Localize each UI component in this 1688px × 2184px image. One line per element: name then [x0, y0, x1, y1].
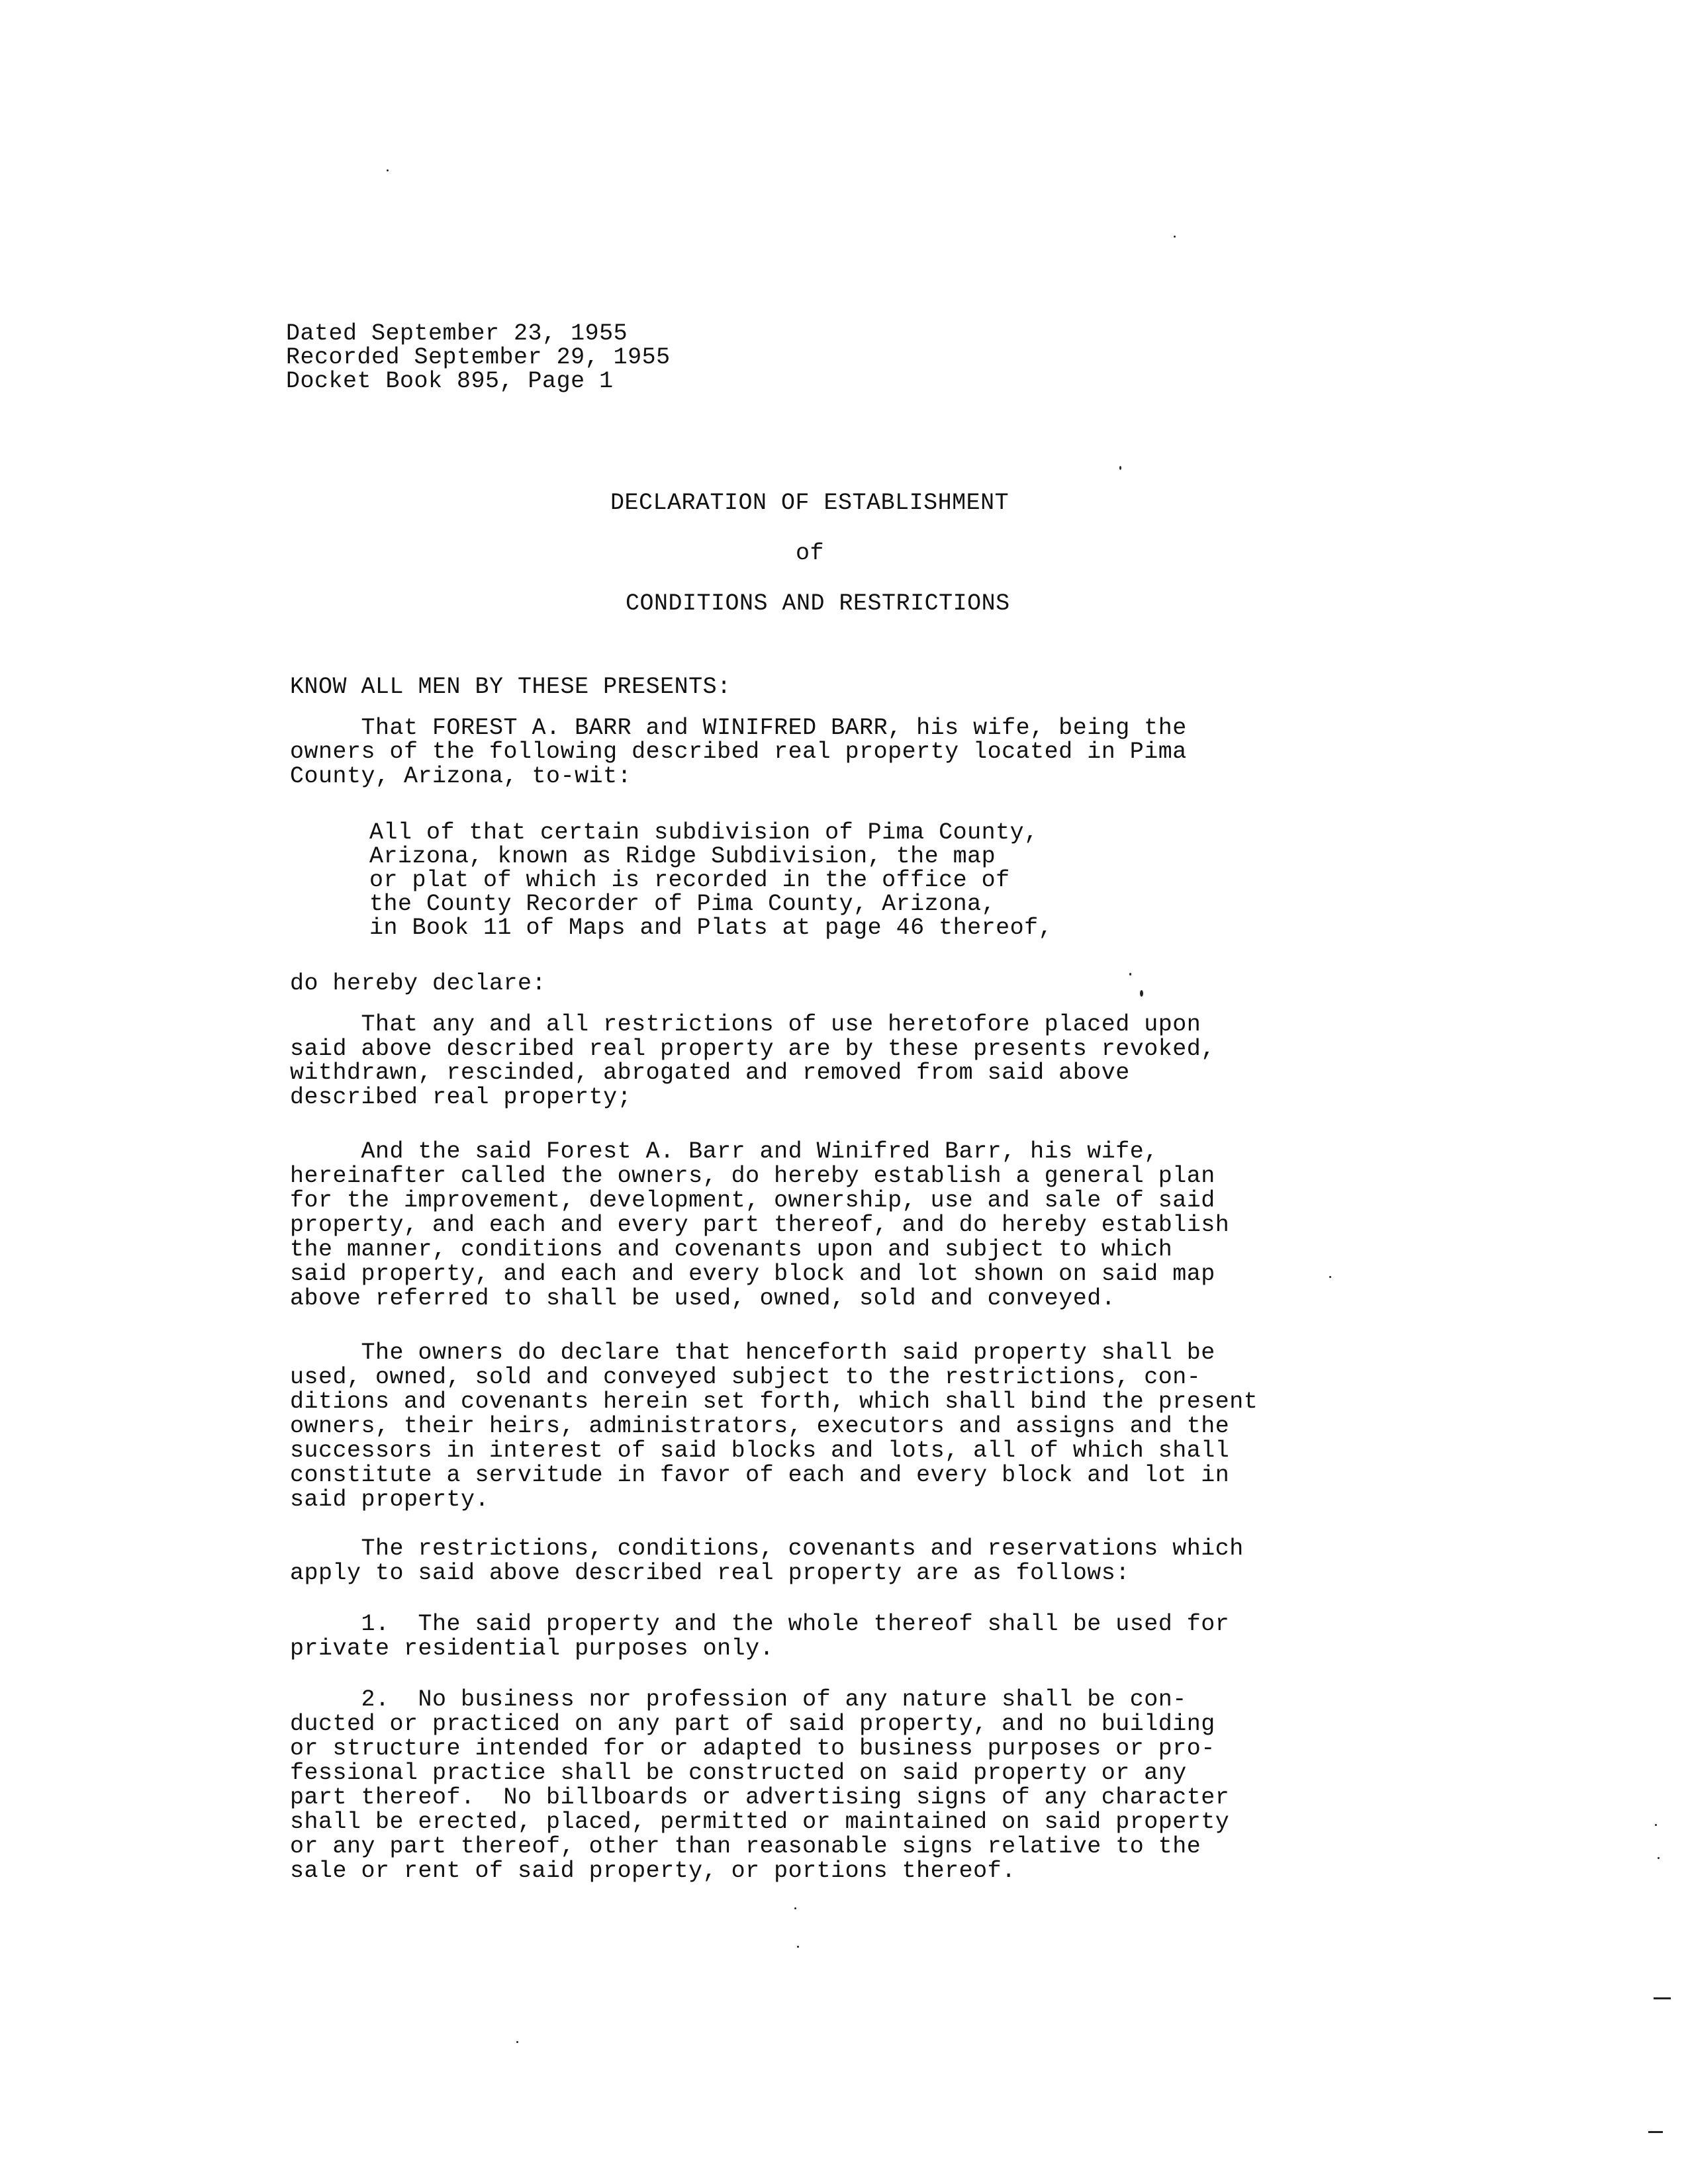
- scan-speck: [387, 169, 389, 171]
- para2-line: withdrawn, rescinded, abrogated and removed from said above: [290, 1060, 1130, 1086]
- para1-line: owners of the following described real property located in Pima: [290, 739, 1187, 765]
- salutation: KNOW ALL MEN BY THESE PRESENTS:: [290, 674, 731, 700]
- item2-line: ducted or practiced on any part of said property, and no building: [290, 1711, 1215, 1737]
- scan-speck: [1329, 1276, 1331, 1278]
- item2-line: shall be erected, placed, permitted or maintained on said property: [290, 1809, 1230, 1835]
- scan-speck: [794, 1907, 796, 1909]
- para3-line: the manner, conditions and covenants upon and subject to which: [290, 1236, 1173, 1263]
- para4-line: constitute a servitude in favor of each and every block and lot in: [290, 1462, 1230, 1488]
- legal-line: or plat of which is recorded in the office of: [369, 867, 1010, 893]
- item1-line: 1. The said property and the whole thereof shall be used for: [290, 1611, 1230, 1637]
- item2-line: or structure intended for or adapted to business purposes or pro-: [290, 1735, 1215, 1762]
- scan-speck: [1119, 466, 1121, 470]
- para1-line: That FOREST A. BARR and WINIFRED BARR, his wife, being the: [290, 715, 1187, 741]
- item2-line: 2. No business nor profession of any nature shall be con-: [290, 1686, 1187, 1713]
- scan-speck: [797, 1946, 799, 1948]
- legal-line: Arizona, known as Ridge Subdivision, the map: [369, 843, 996, 870]
- para1-line: County, Arizona, to-wit:: [290, 763, 632, 790]
- title-line-2: of: [796, 540, 825, 567]
- para3-line: hereinafter called the owners, do hereby establish a general plan: [290, 1163, 1215, 1189]
- legal-line: All of that certain subdivision of Pima County,: [369, 819, 1039, 846]
- scan-speck: [1174, 236, 1176, 238]
- scan-mark: [1654, 1997, 1671, 1999]
- scan-speck: [516, 2041, 518, 2043]
- para3-line: And the said Forest A. Barr and Winifred Barr, his wife,: [290, 1138, 1158, 1165]
- para3-line: for the improvement, development, ownership, use and sale of said: [290, 1187, 1215, 1214]
- para5-line: The restrictions, conditions, covenants and reservations which: [290, 1535, 1244, 1562]
- scan-speck: [1129, 973, 1131, 976]
- para4-line: The owners do declare that henceforth said property shall be: [290, 1340, 1215, 1366]
- recorded-line: Recorded September 29, 1955: [286, 344, 671, 371]
- declare-line: do hereby declare:: [290, 970, 547, 997]
- dated-line: Dated September 23, 1955: [286, 320, 628, 347]
- para4-line: said property.: [290, 1486, 490, 1513]
- item2-line: or any part thereof, other than reasonable signs relative to the: [290, 1833, 1201, 1860]
- para4-line: ditions and covenants herein set forth, which shall bind the present: [290, 1388, 1258, 1415]
- para4-line: used, owned, sold and conveyed subject to the restrictions, con-: [290, 1364, 1201, 1390]
- para3-line: property, and each and every part thereof, and do hereby establish: [290, 1212, 1230, 1238]
- legal-line: the County Recorder of Pima County, Arizona,: [369, 891, 996, 917]
- item2-line: part thereof. No billboards or advertising signs of any character: [290, 1784, 1230, 1811]
- item2-line: fessional practice shall be constructed on said property or any: [290, 1760, 1187, 1786]
- para2-line: That any and all restrictions of use heretofore placed upon: [290, 1011, 1201, 1038]
- scan-speck: [1658, 1857, 1660, 1859]
- title-line-1: DECLARATION OF ESTABLISHMENT: [610, 490, 1009, 516]
- item1-line: private residential purposes only.: [290, 1635, 774, 1662]
- para3-line: said property, and each and every block and lot shown on said map: [290, 1261, 1215, 1287]
- para4-line: successors in interest of said blocks and lots, all of which shall: [290, 1437, 1230, 1464]
- para3-line: above referred to shall be used, owned, sold and conveyed.: [290, 1285, 1116, 1312]
- para4-line: owners, their heirs, administrators, executors and assigns and the: [290, 1413, 1230, 1439]
- docket-line: Docket Book 895, Page 1: [286, 368, 614, 394]
- para5-line: apply to said above described real property are as follows:: [290, 1560, 1130, 1586]
- scan-speck: [1655, 1824, 1657, 1826]
- para2-line: said above described real property are by these presents revoked,: [290, 1036, 1215, 1062]
- scan-speck: [1140, 990, 1143, 997]
- para2-line: described real property;: [290, 1084, 632, 1111]
- item2-line: sale or rent of said property, or portions thereof.: [290, 1858, 1016, 1884]
- legal-line: in Book 11 of Maps and Plats at page 46 thereof,: [369, 915, 1053, 941]
- scan-mark: [1648, 2131, 1663, 2133]
- title-line-3: CONDITIONS AND RESTRICTIONS: [626, 590, 1010, 617]
